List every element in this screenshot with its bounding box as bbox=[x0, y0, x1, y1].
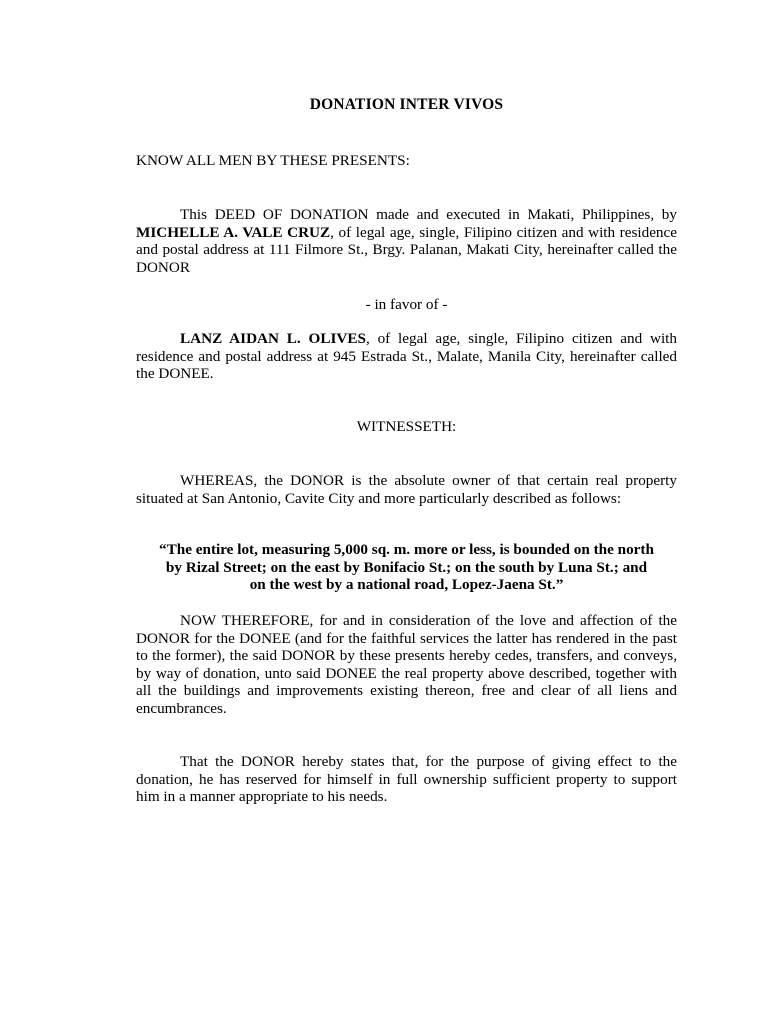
donor-paragraph-details: , of legal age, single, Filipino citizen and with residence and postal address at 111 Filmore St., Brgy. Palanan, Makati City, hereinafter called the DONOR bbox=[136, 223, 678, 276]
property-description-line-1: “The entire lot, measuring 5,000 sq. m. more or less, is bounded on the north bbox=[159, 541, 654, 558]
donee-paragraph-details: , of legal age, single, Filipino citizen and with residence and postal address at 945 Estrada St., Malate, Manila City, hereinafter called the DONEE. bbox=[136, 330, 677, 383]
whereas-paragraph: WHEREAS, the DONOR is the absolute owner of that certain real property situated at San Antonio, Cavite City and more particularly described as follows: bbox=[136, 472, 677, 507]
witnesseth-heading: WITNESSETH: bbox=[356, 418, 457, 435]
donee-name: LANZ AIDAN L. OLIVES bbox=[180, 330, 366, 347]
property-description bbox=[136, 541, 677, 594]
salutation: KNOW ALL MEN BY THESE PRESENTS: bbox=[136, 152, 410, 169]
donor-paragraph bbox=[136, 206, 677, 276]
document-title: DONATION INTER VIVOS bbox=[309, 96, 504, 113]
donor-name: MICHELLE A. VALE CRUZ bbox=[136, 223, 331, 241]
donee-paragraph bbox=[136, 330, 677, 383]
donor-paragraph-intro: This DEED OF DONATION made and executed in Makati, Philippines, by bbox=[180, 206, 677, 223]
reservation-paragraph: That the DONOR hereby states that, for the purpose of giving effect to the donation, he has reserved for himself in full ownership sufficient property to support him in a manner appropriate to his needs. bbox=[136, 753, 677, 806]
property-description-line-3: on the west by a national road, Lopez-Jaena St.” bbox=[249, 576, 564, 594]
property-description-line-2: by Rizal Street; on the east by Bonifacio St.; on the south by Luna St.; and bbox=[165, 558, 648, 576]
now-therefore-paragraph: NOW THEREFORE, for and in consideration of the love and affection of the DONOR for the DONEE (and for the faithful services the latter has rendered in the past to the former), the said DONOR by these presents hereby cedes, transfers, and conveys, by way of donation, unto said DONEE the real property above described, together with all the buildings and improvements existing thereon, free and clear of all liens and encumbrances. bbox=[136, 612, 677, 717]
in-favor-of: - in favor of - bbox=[365, 296, 448, 313]
